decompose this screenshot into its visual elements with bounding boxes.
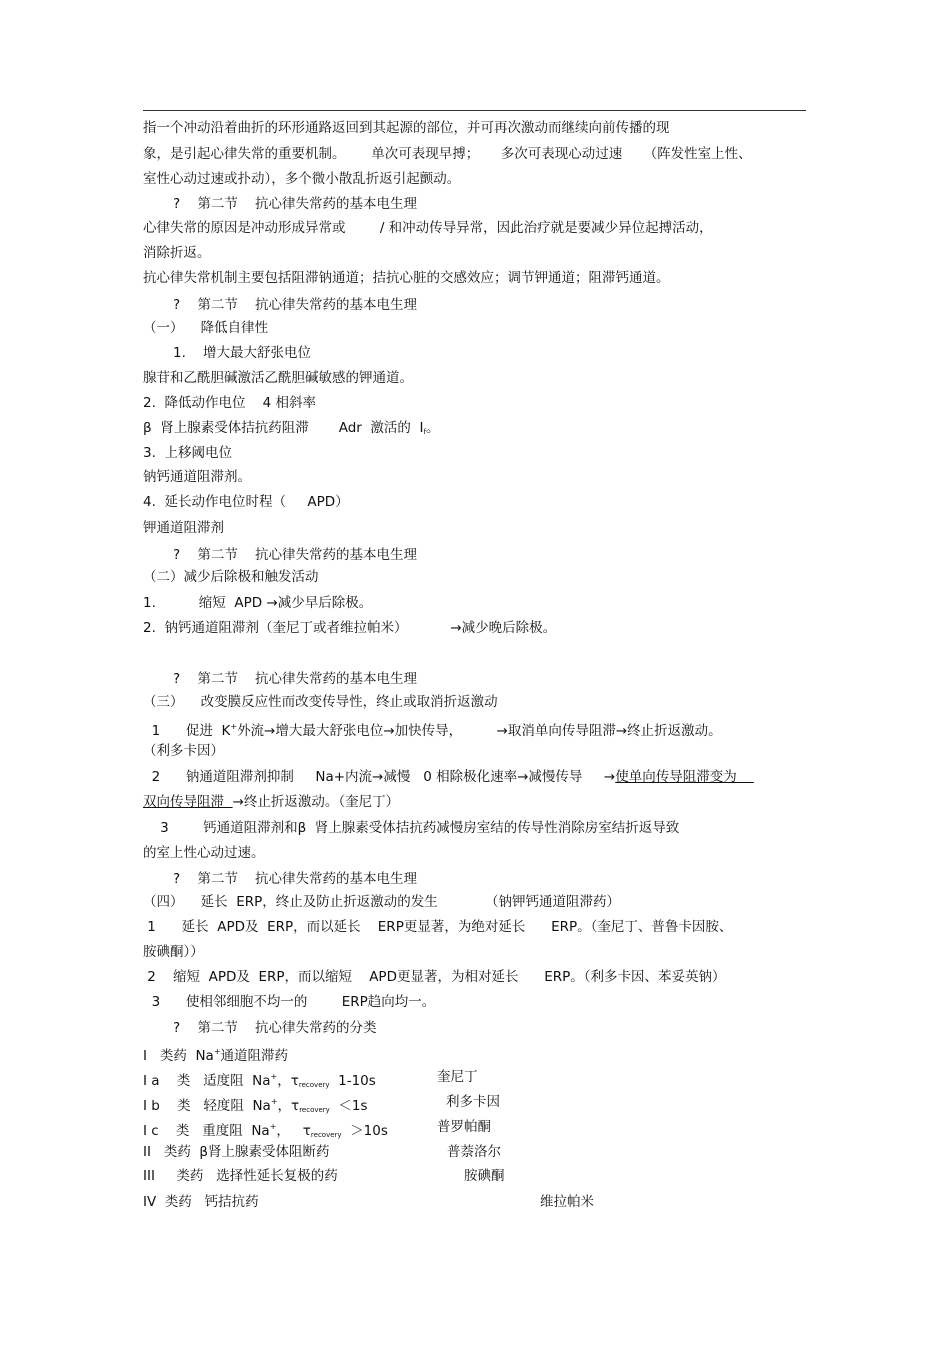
part2-item: 1. 缩短 APD →减少早后除极。 — [143, 595, 373, 611]
section-heading: ? 第二节 抗心律失常药的基本电生理 — [173, 671, 418, 687]
part3-item-1: 1 促进 K+外流→增大最大舒张电位→加快传导， →取消单向传导阻滞→终止折返激动。 — [143, 722, 722, 739]
class-2-drug: 普萘洛尔 — [447, 1144, 501, 1160]
class-1: I 类药 Na+通道阻滞药 — [143, 1047, 289, 1064]
section-heading: ? 第二节 抗心律失常药的基本电生理 — [173, 196, 418, 212]
class-1a-drug: 奎尼丁 — [437, 1069, 478, 1085]
part3-item-2-cont: 双向传导阻滞 →终止折返激动。（奎尼丁） — [143, 794, 400, 810]
part4-item: 3 使相邻细胞不均一的 ERP趋向均一。 — [143, 994, 436, 1010]
part3-item-2: 2 钠通道阻滞剂抑制 Na+内流→减慢 0 相除极化速率→减慢传导 →使单向传导阻滞变为 — [143, 769, 754, 785]
cause-line-1: 心律失常的原因是冲动形成异常或 / 和冲动传导异常，因此治疗就是要减少异位起搏活动， — [143, 220, 713, 236]
part4-item: 胺碘酮）） — [143, 944, 204, 960]
part1-item: 2. 降低动作电位 4 相斜率 — [143, 395, 317, 411]
part3-item-3: 3 钙通道阻滞剂和β 肾上腺素受体拮抗药减慢房室结的传导性消除房室结折返导致 — [143, 820, 680, 836]
part2-heading: （二）减少后除极和触发活动 — [143, 569, 319, 585]
class-4-drug: 维拉帕米 — [540, 1194, 594, 1210]
class-3: III 类药 选择性延长复极的药 — [143, 1168, 338, 1184]
part4-item: 2 缩短 APD及 ERP，而以缩短 APD更显著，为相对延长 ERP。（利多卡因、苯妥英钠） — [143, 969, 726, 985]
class-1c-drug: 普罗帕酮 — [437, 1119, 491, 1135]
part1-item: 4. 延长动作电位时程（ APD） — [143, 494, 349, 510]
section-heading: ? 第二节 抗心律失常药的分类 — [173, 1020, 377, 1036]
part2-item: 2. 钠钙通道阻滞剂（奎尼丁或者维拉帕米） →减少晚后除极。 — [143, 620, 557, 636]
cause-line-2: 消除折返。 — [143, 245, 211, 261]
class-1b-drug: 利多卡因 — [446, 1094, 500, 1110]
part4-heading: （四） 延长 ERP，终止及防止折返激动的发生 （钠钾钙通道阻滞药） — [143, 894, 621, 910]
part1-item: 钾通道阻滞剂 — [143, 520, 224, 536]
section-heading: ? 第二节 抗心律失常药的基本电生理 — [173, 547, 418, 563]
part1-item: 1. 增大最大舒张电位 — [173, 345, 312, 361]
class-4: IV 类药 钙拮抗药 — [143, 1194, 259, 1210]
cause-line-3: 抗心律失常机制主要包括阻滞钠通道；拮抗心脏的交感效应；调节钾通道；阻滞钙通道。 — [143, 270, 670, 286]
part1-heading: （一） 降低自律性 — [143, 320, 269, 336]
top-rule — [143, 110, 806, 111]
section-heading: ? 第二节 抗心律失常药的基本电生理 — [173, 871, 418, 887]
intro-line-1: 指一个冲动沿着曲折的环形通路返回到其起源的部位，并可再次激动而继续向前传播的现 — [143, 120, 670, 136]
class-1c: I c 类 重度阻 Na+， $\tau_{recovery} >10s$ — [143, 1122, 388, 1139]
part3-heading: （三） 改变膜反应性而改变传导性，终止或取消折返激动 — [143, 694, 498, 710]
part1-item: 钠钙通道阻滞剂。 — [143, 469, 251, 485]
intro-line-3: 室性心动过速或扑动），多个微小散乱折返引起颤动。 — [143, 171, 461, 187]
part1-item: β 肾上腺素受体拮抗药阻滞 Adr 激活的 $I_f$。 — [143, 420, 440, 436]
class-1a: I a 类 适度阻 Na+，$\tau_{recovery}$ 1-10s — [143, 1072, 376, 1089]
class-2: II 类药 β肾上腺素受体阻断药 — [143, 1144, 330, 1160]
section-heading: ? 第二节 抗心律失常药的基本电生理 — [173, 297, 418, 313]
class-3-drug: 胺碘酮 — [464, 1168, 505, 1184]
part3-item-3-cont: 的室上性心动过速。 — [143, 845, 265, 861]
intro-line-2: 象，是引起心律失常的重要机制。 单次可表现早搏； 多次可表现心动过速 （阵发性室上性、 — [143, 146, 752, 162]
class-1b: I b 类 轻度阻 Na+，$\tau_{recovery} <1s$ — [143, 1097, 368, 1114]
part4-item: 1 延长 APD及 ERP，而以延长 ERP更显著，为绝对延长 ERP。（奎尼丁、普鲁卡因胺、 — [143, 919, 733, 935]
part1-item: 3. 上移阈电位 — [143, 445, 232, 461]
part3-item-1-note: （利多卡因） — [143, 743, 224, 759]
part1-item: 腺苷和乙酰胆碱激活乙酰胆碱敏感的钾通道。 — [143, 370, 413, 386]
